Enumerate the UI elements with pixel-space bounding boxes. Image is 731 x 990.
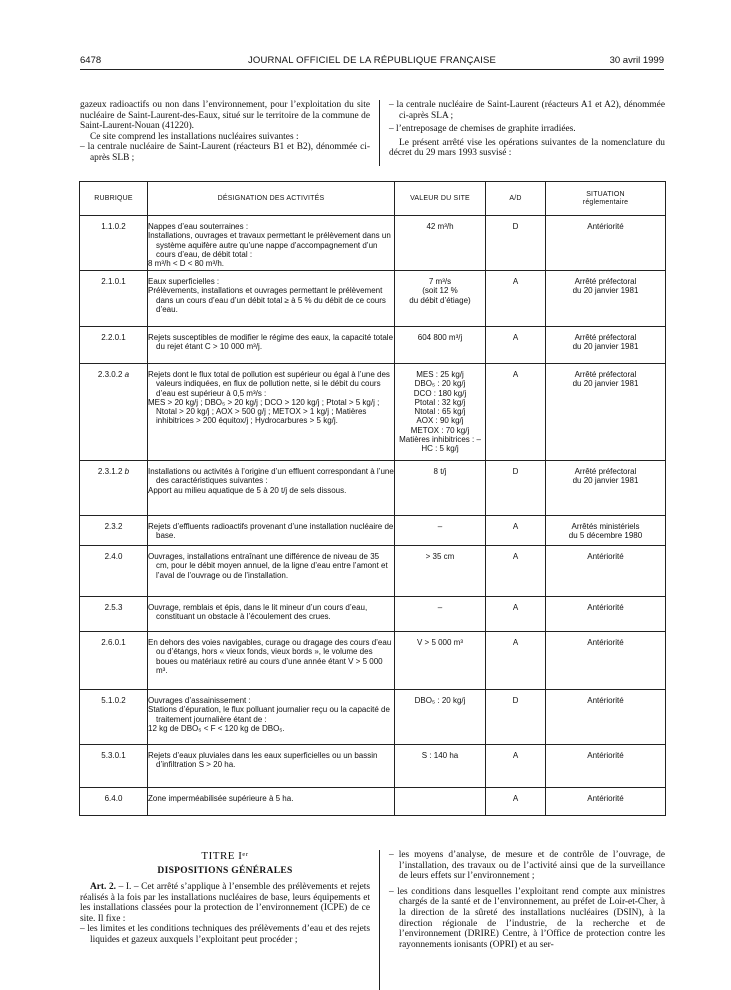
header-rubrique: RUBRIQUE (80, 182, 148, 216)
table-row (80, 271, 666, 327)
cell-rubrique: 2.1.0.1 (80, 271, 148, 327)
cell-valeur: DBO₅ : 20 kg/j (395, 690, 486, 745)
cell-rubrique: 2.3.2 (80, 516, 148, 546)
cell-rubrique: 2.3.1.2 b (80, 461, 148, 516)
table-row (80, 632, 666, 690)
cell-situation: Arrêté préfectoral du 20 janvier 1981 (546, 461, 666, 516)
intro-list-item: – l’entreposage de chemises de graphite irradiées. (389, 124, 576, 135)
cell-rubrique: 2.6.0.1 (80, 632, 148, 690)
cell-valeur: > 35 cm (395, 546, 486, 597)
cell-ad: A (486, 516, 546, 546)
header-rule (80, 69, 664, 70)
cell-valeur (395, 788, 486, 816)
table-row (80, 327, 666, 364)
cell-rubrique: 2.4.0 (80, 546, 148, 597)
cell-designation: Nappes d’eau souterraines : Installations, ouvrages et travaux permettant le prélèvement dans un système aquifère autre qu’une nappe d’accompagnement d’un cours d’eau, de débit total : 8 m³/h < D < 80 m³/h. (148, 216, 395, 271)
intro-paragraph: gazeux radioactifs ou non dans l’environnement, pour l’exploitation du site nucléaire de Saint-Laurent-des-Eaux, situé sur le territoire de la commune de Saint-Laurent-Nouan (41220). (80, 100, 370, 132)
cell-situation: Antériorité (546, 216, 666, 271)
cell-valeur: MES : 25 kg/j DBO₅ : 20 kg/j DCO : 180 kg/j Ptotal : 32 kg/j Ntotal : 65 kg/j AOX : 90 kg/j METOX : 70 kg/j Matières inhibitrices : – HC : 5 kg/j (395, 364, 486, 461)
cell-designation: Zone imperméabilisée supérieure à 5 ha. (148, 788, 395, 816)
intro-paragraph: Ce site comprend les installations nucléaires suivantes : (90, 131, 299, 142)
article-label: Art. 2. (90, 882, 117, 892)
cell-ad: A (486, 788, 546, 816)
cell-valeur: 8 t/j (395, 461, 486, 516)
cell-valeur: 42 m³/h (395, 216, 486, 271)
cell-valeur: V > 5 000 m³ (395, 632, 486, 690)
cell-ad: A (486, 271, 546, 327)
cell-situation: Antériorité (546, 597, 666, 632)
cell-ad: A (486, 745, 546, 788)
section-heading: DISPOSITIONS GÉNÉRALES (157, 866, 293, 876)
header-valeur: VALEUR DU SITE (395, 182, 486, 216)
cell-designation: Rejets susceptibles de modifier le régime des eaux, la capacité totale du rejet étant C > 10 000 m³/j. (148, 327, 395, 364)
cell-situation: Arrêtés ministériels du 5 décembre 1980 (546, 516, 666, 546)
table-row (80, 597, 666, 632)
table-row (80, 216, 666, 271)
cell-valeur: 604 800 m³/j (395, 327, 486, 364)
header-situation: SITUATION réglementaire (546, 182, 666, 216)
cell-valeur: S : 140 ha (395, 745, 486, 788)
cell-ad: A (486, 632, 546, 690)
cell-ad: A (486, 597, 546, 632)
intro-right-column (389, 100, 665, 159)
article-right-column (389, 850, 665, 950)
issue-date: 30 avril 1999 (609, 55, 664, 66)
cell-designation: Ouvrage, remblais et épis, dans le lit mineur d’un cours d’eau, constituant un obstacle à l’écoulement des crues. (148, 597, 395, 632)
cell-rubrique: 2.3.0.2 a (80, 364, 148, 461)
cell-ad: D (486, 461, 546, 516)
cell-valeur: – (395, 597, 486, 632)
cell-rubrique: 2.5.3 (80, 597, 148, 632)
cell-ad: A (486, 546, 546, 597)
cell-situation: Arrêté préfectoral du 20 janvier 1981 (546, 364, 666, 461)
table-row (80, 546, 666, 597)
journal-title: JOURNAL OFFICIEL DE LA RÉPUBLIQUE FRANÇAISE (247, 55, 497, 66)
cell-rubrique: 1.1.0.2 (80, 216, 148, 271)
cell-situation: Antériorité (546, 788, 666, 816)
table-row (80, 461, 666, 516)
table-row (80, 516, 666, 546)
page-header (80, 55, 664, 69)
cell-designation: Rejets dont le flux total de pollution est supérieur ou égal à l’une des valeurs indiquées, en flux de pollution nette, si le débit du cours d’eau est supérieur à 0,5 m³/s : MES > 20 kg/j ; DBO₅ > 20 kg/j ; DCO > 120 kg/j ; Ptotal > 5 kg/j ; Ntotal > 20 kg/j ; AOX > 500 g/j ; METOX > 1 kg/j ; Matières inhibitrices > 200 équitox/j ; Hydrocarbures > 5 kg/j. (148, 364, 395, 461)
cell-ad: D (486, 216, 546, 271)
cell-ad: A (486, 364, 546, 461)
cell-designation: Rejets d’eaux pluviales dans les eaux superficielles ou un bassin d’infiltration S > 20 ha. (148, 745, 395, 788)
column-divider (379, 100, 380, 166)
table-row (80, 788, 666, 816)
header-ad: A/D (486, 182, 546, 216)
header-designation: DÉSIGNATION DES ACTIVITÉS (148, 182, 395, 216)
nomenclature-table (79, 181, 666, 816)
cell-situation: Antériorité (546, 745, 666, 788)
cell-valeur: – (395, 516, 486, 546)
table-row (80, 745, 666, 788)
cell-designation: Ouvrages d’assainissement : Stations d’épuration, le flux polluant journalier reçu ou la capacité de traitement journalière étant de : 12 kg de DBO₅ < F < 120 kg de DBO₅. (148, 690, 395, 745)
article-left-column (80, 882, 370, 946)
table-header-row (80, 182, 666, 216)
column-divider (379, 850, 380, 990)
cell-ad: A (486, 327, 546, 364)
intro-list-item: – la centrale nucléaire de Saint-Laurent (réacteurs B1 et B2), dénommée ci-après SLB ; (80, 142, 370, 163)
cell-rubrique: 5.3.0.1 (80, 745, 148, 788)
intro-left-column (80, 100, 370, 164)
cell-situation: Antériorité (546, 632, 666, 690)
article-list-item: – les moyens d’analyse, de mesure et de contrôle de l’ouvrage, de l’installation, des travaux ou de l’activité ainsi que de la surveillance de leurs effets sur l’environnement ; (389, 850, 665, 882)
cell-situation: Antériorité (546, 690, 666, 745)
intro-list-item: – la centrale nucléaire de Saint-Laurent (réacteurs A1 et A2), dénommée ci-après SLA ; (389, 100, 665, 121)
cell-rubrique: 2.2.0.1 (80, 327, 148, 364)
cell-rubrique: 6.4.0 (80, 788, 148, 816)
cell-valeur: 7 m³/s (soit 12 % du débit d’étiage) (395, 271, 486, 327)
cell-designation: Rejets d’effluents radioactifs provenant d’une installation nucléaire de base. (148, 516, 395, 546)
cell-situation: Antériorité (546, 546, 666, 597)
titre-heading: TITRE Iᵉʳ (201, 850, 249, 862)
article-list-item: – les limites et les conditions techniques des prélèvements d’eau et des rejets liquides et gazeux auxquels l’exploitant peut procéder ; (80, 924, 370, 945)
table-row (80, 364, 666, 461)
cell-designation: En dehors des voies navigables, curage ou dragage des cours d’eau ou d’étangs, hors « vieux fonds, vieux bords », le volume des boues ou matériaux retiré au cours d’une année étant V > 5 000 m³. (148, 632, 395, 690)
cell-situation: Arrêté préfectoral du 20 janvier 1981 (546, 327, 666, 364)
page-number: 6478 (80, 55, 102, 66)
cell-designation: Ouvrages, installations entraînant une différence de niveau de 35 cm, pour le débit moyen annuel, de la ligne d’eau entre l’amont et l’aval de l’ouvrage ou de l’installation. (148, 546, 395, 597)
table-row (80, 690, 666, 745)
cell-designation: Installations ou activités à l’origine d’un effluent correspondant à l’une des caractéristiques suivantes : Apport au milieu aquatique de 5 à 20 t/j de sels dissous. (148, 461, 395, 516)
cell-ad: D (486, 690, 546, 745)
cell-situation: Arrêté préfectoral du 20 janvier 1981 (546, 271, 666, 327)
cell-designation: Eaux superficielles : Prélèvements, installations et ouvrages permettant le prélèvement dans un cours d’eau d’un débit total ≥ à 5 % du débit de ce cours d’eau. (148, 271, 395, 327)
article-list-item: – les conditions dans lesquelles l’exploitant rend compte aux ministres chargés de la santé et de l’environnement, au préfet de Loir-et-Cher, à la direction de la sûreté des installations nucléaires (DSIN), à la direction régionale de l’industrie, de la recherche et de l’environnement (DRIRE) Centre, à l’Office de protection contre les rayonnements ionisants (OPRI) et au ser- (389, 886, 665, 950)
cell-rubrique: 5.1.0.2 (80, 690, 148, 745)
article-paragraph: – I. – Cet arrêté s’applique à l’ensemble des prélèvements et rejets réalisés à la fois par les installations nucléaires de base, leurs équipements et les installations classées pour la protection de l’environnement (ICPE) de ce site. Il fixe : (80, 882, 371, 924)
intro-paragraph: Le présent arrêté vise les opérations suivantes de la nomenclature du décret du 29 mars 1993 susvisé : (389, 137, 665, 159)
